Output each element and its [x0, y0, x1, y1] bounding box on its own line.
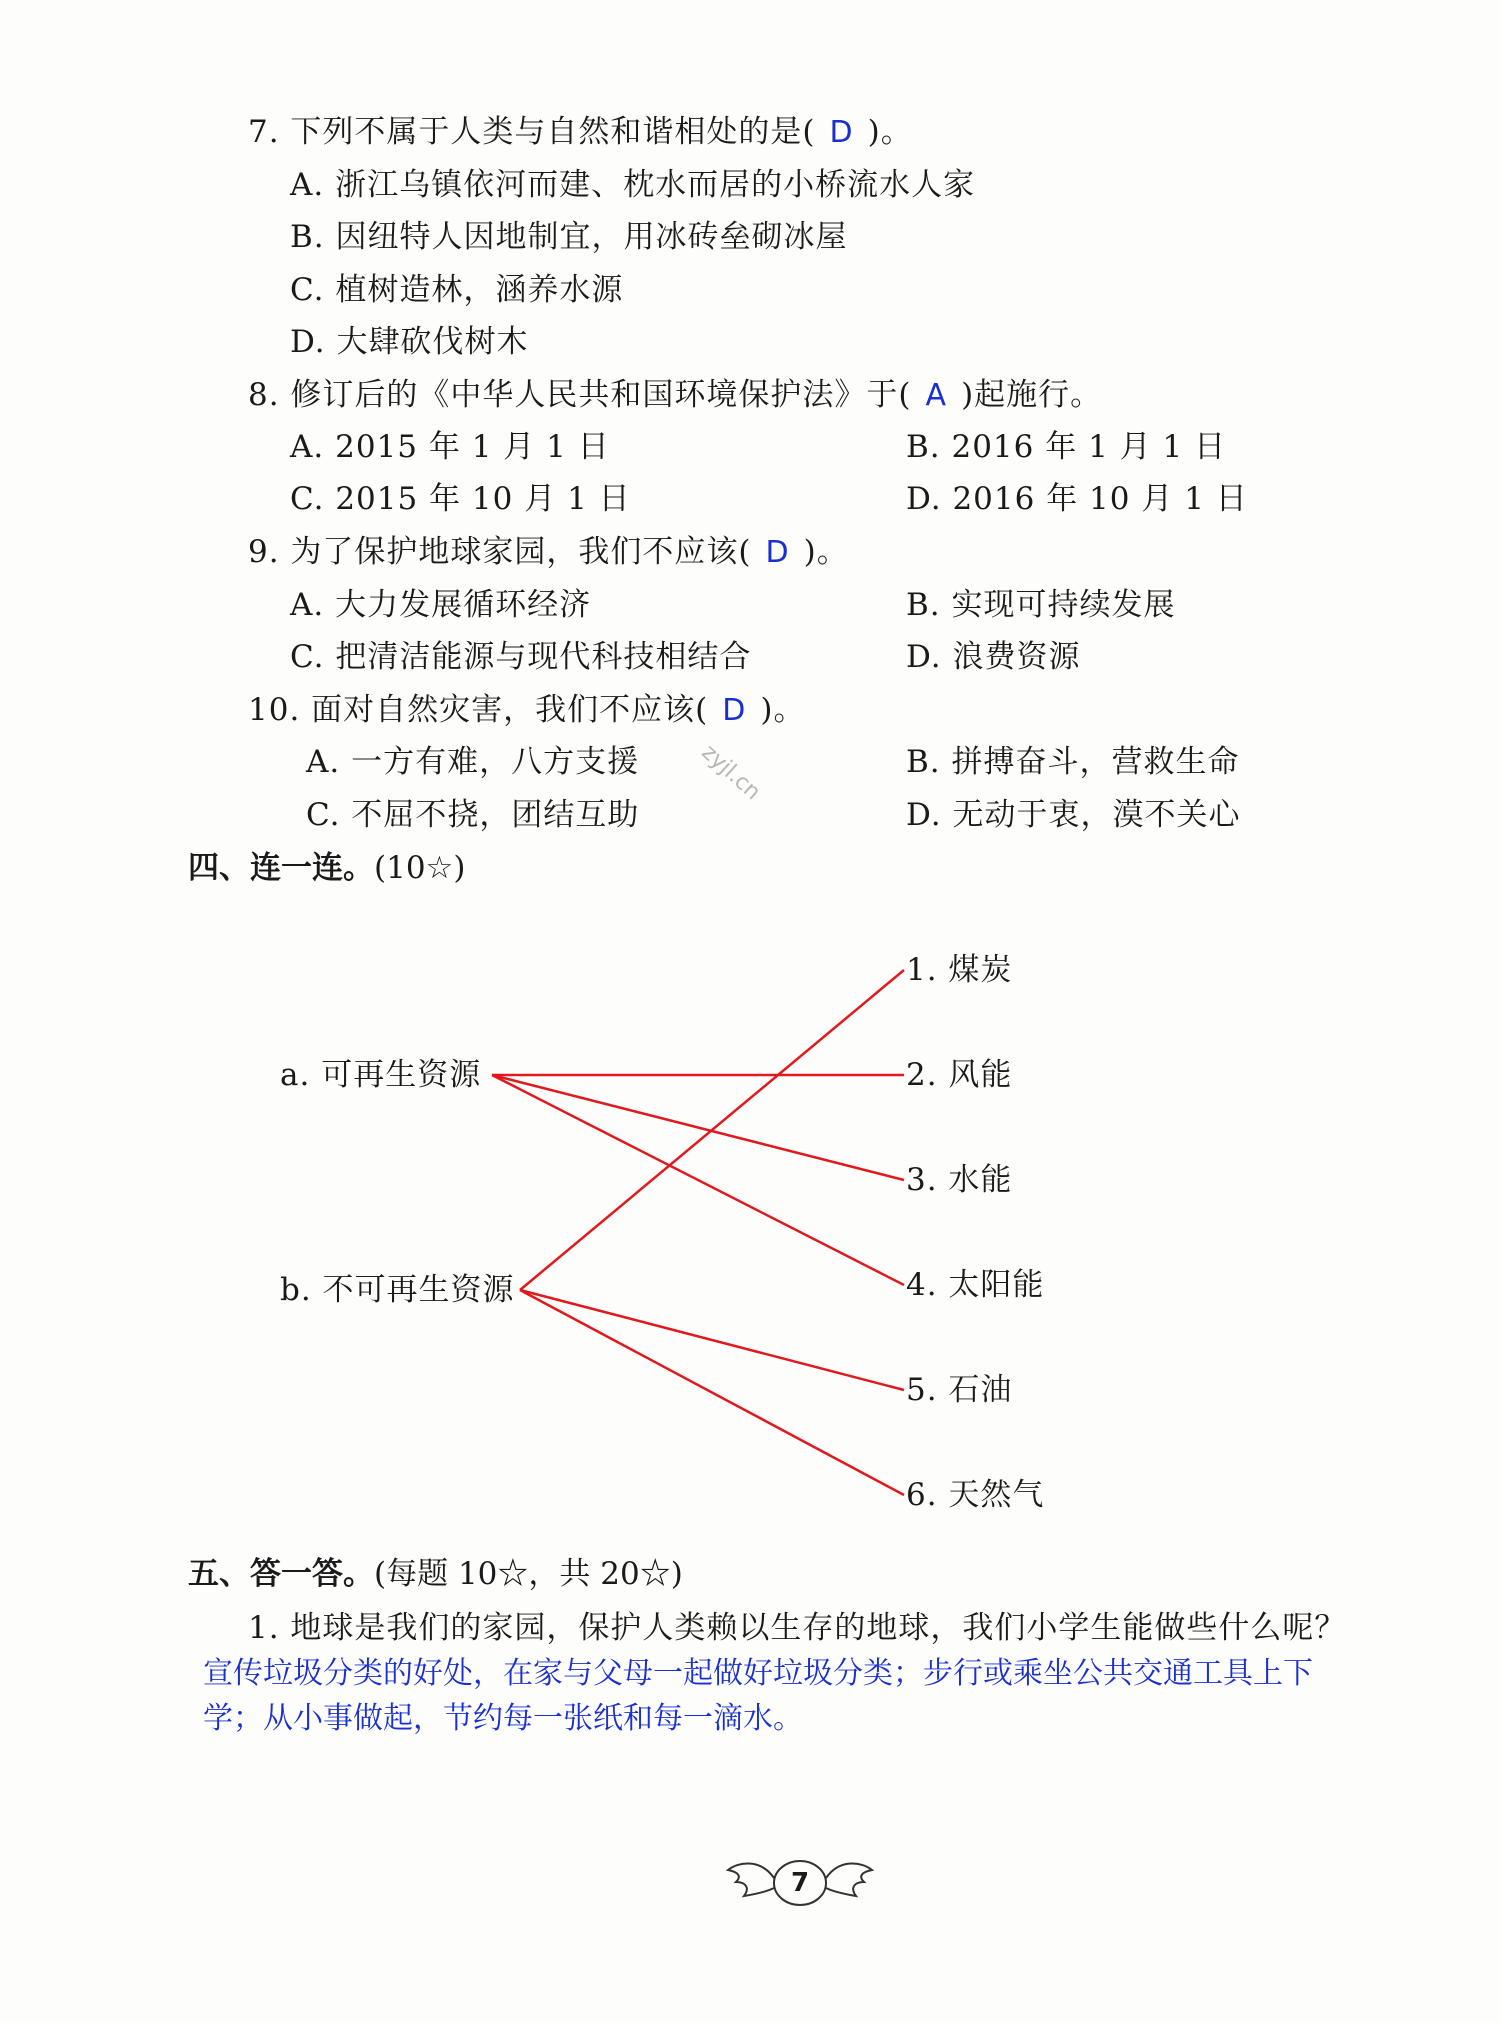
match-right-1: 1. 煤炭	[906, 952, 1013, 988]
match-line-4	[520, 1290, 904, 1390]
question-9-option-b: B. 实现可持续发展	[906, 587, 1176, 623]
question-8-option-a: A. 2015 年 1 月 1 日	[290, 429, 610, 465]
page-number-badge	[720, 1848, 880, 1918]
match-right-6: 6. 天然气	[906, 1477, 1045, 1513]
section-5-title: 五、答一答。(每题 10☆，共 20☆)	[188, 1556, 683, 1592]
match-line-1	[492, 1075, 904, 1180]
question-10-option-a: A. 一方有难，八方支援	[306, 744, 640, 780]
match-line-5	[520, 1290, 904, 1495]
question-9-option-c: C. 把清洁能源与现代科技相结合	[290, 639, 752, 675]
section-4-title: 四、连一连。(10☆)	[188, 850, 466, 886]
question-7-option-a: A. 浙江乌镇依河而建、枕水而居的小桥流水人家	[290, 167, 976, 203]
question-10-stem: 10. 面对自然灾害，我们不应该( D )。	[248, 690, 805, 731]
question-10-option-d: D. 无动于衷，漠不关心	[906, 797, 1241, 833]
question-7-option-d: D. 大肆砍伐树木	[290, 324, 529, 360]
match-left-a: a. 可再生资源	[280, 1057, 482, 1093]
question-9-option-d: D. 浪费资源	[906, 639, 1081, 675]
question-7-answer: D	[829, 115, 854, 150]
question-8-stem: 8. 修订后的《中华人民共和国环境保护法》于( A )起施行。	[248, 375, 1102, 416]
question-9-option-a: A. 大力发展循环经济	[290, 587, 592, 623]
question-7-option-c: C. 植树造林，涵养水源	[290, 272, 624, 308]
watermark: zyjl.cn	[696, 739, 766, 806]
match-line-2	[492, 1075, 904, 1285]
match-line-3	[520, 970, 904, 1290]
question-10-option-c: C. 不屈不挠，团结互助	[306, 797, 640, 833]
question-7-stem: 7. 下列不属于人类与自然和谐相处的是( D )。	[248, 112, 913, 153]
match-right-3: 3. 水能	[906, 1162, 1013, 1198]
question-10-option-b: B. 拼搏奋斗，营救生命	[906, 744, 1240, 780]
answer-5-1-line-1: 宣传垃圾分类的好处，在家与父母一起做好垃圾分类；步行或乘坐公共交通工具上下	[203, 1656, 1313, 1691]
match-right-2: 2. 风能	[906, 1057, 1013, 1093]
question-7-option-b: B. 因纽特人因地制宜，用冰砖垒砌冰屋	[290, 219, 848, 255]
answer-5-1-line-2: 学；从小事做起，节约每一张纸和每一滴水。	[203, 1701, 803, 1736]
question-8-answer: A	[925, 378, 948, 413]
question-10-answer: D	[722, 693, 747, 728]
match-left-b: b. 不可再生资源	[280, 1272, 515, 1308]
question-5-1: 1. 地球是我们的家园，保护人类赖以生存的地球，我们小学生能做些什么呢？	[248, 1610, 1347, 1646]
question-9-answer: D	[765, 535, 790, 570]
question-9-stem: 9. 为了保护地球家园，我们不应该( D )。	[248, 532, 849, 573]
page-number: 7	[790, 1868, 810, 1898]
match-right-4: 4. 太阳能	[906, 1267, 1045, 1303]
match-right-5: 5. 石油	[906, 1372, 1013, 1408]
question-8-option-b: B. 2016 年 1 月 1 日	[906, 429, 1227, 465]
question-8-option-d: D. 2016 年 10 月 1 日	[906, 481, 1248, 517]
question-8-option-c: C. 2015 年 10 月 1 日	[290, 481, 631, 517]
